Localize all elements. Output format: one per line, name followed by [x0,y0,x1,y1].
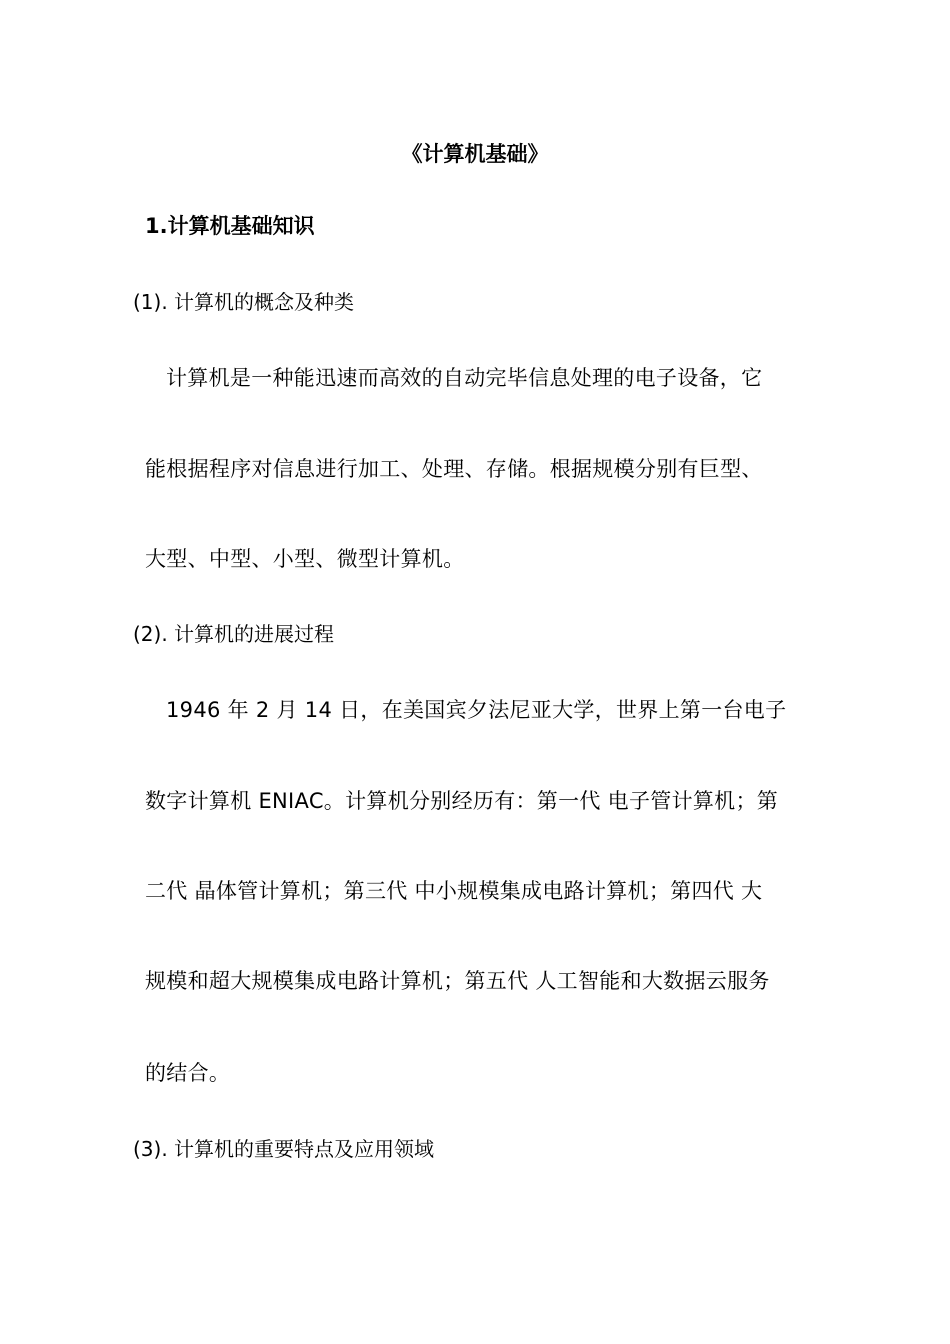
paragraph-line: 1946 年 2 月 14 日，在美国宾夕法尼亚大学，世界上第一台电子 [166,698,787,722]
paragraph-line: 计算机是一种能迅速而高效的自动完毕信息处理的电子设备，它 [166,366,763,390]
paragraph-line: 二代 晶体管计算机；第三代 中小规模集成电路计算机；第四代 大 [145,879,763,903]
paragraph-line: 数字计算机 ENIAC。计算机分别经历有：第一代 电子管计算机；第 [145,789,779,813]
subsection-heading: (2). 计算机的进展过程 [133,622,335,646]
paragraph-line: 能根据程序对信息进行加工、处理、存储。根据规模分别有巨型、 [145,457,763,481]
paragraph-line: 的结合。 [145,1061,231,1085]
section-heading: 1.计算机基础知识 [145,214,315,238]
document-title: 《计算机基础》 [401,142,549,166]
subsection-heading: (1). 计算机的概念及种类 [133,290,355,314]
paragraph-line: 大型、中型、小型、微型计算机。 [145,547,465,571]
subsection-heading: (3). 计算机的重要特点及应用领域 [133,1137,435,1161]
paragraph-line: 规模和超大规模集成电路计算机；第五代 人工智能和大数据云服务 [145,969,770,993]
